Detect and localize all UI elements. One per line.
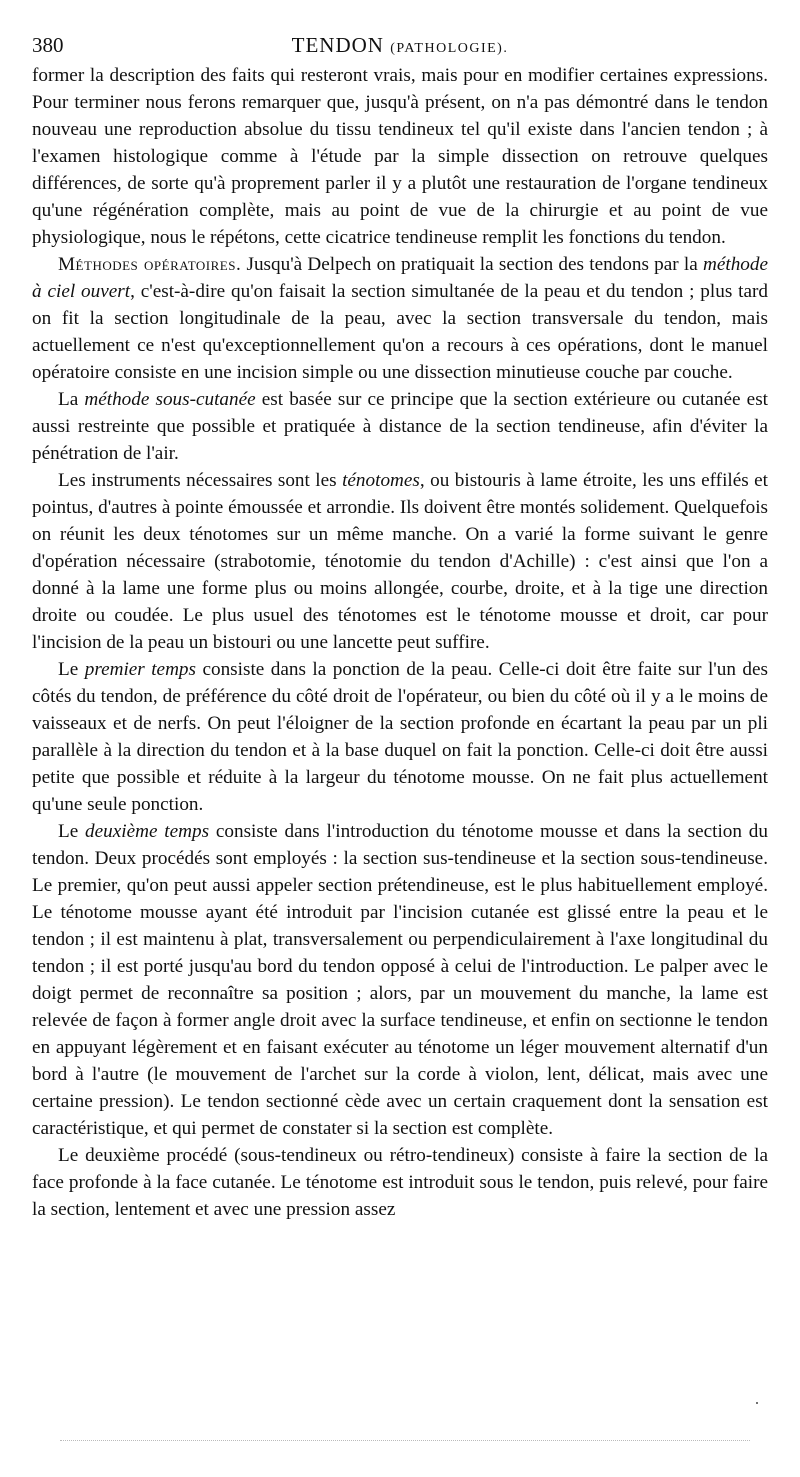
running-head <box>32 32 768 62</box>
paragraph-text: , c'est-à-dire qu'on faisait la section simultanée de la peau et du tendon ; plus tard on fit la section longitudinale de la peau, avec la section transversale du tendon, mais actuellement ce n'est qu'exceptionnellement qu'on a recours à ces opérations, dont le manuel opératoire consiste en une incision simple ou une dissection minutieuse couche par couche. <box>32 281 768 383</box>
paragraph-text: Le <box>58 821 86 842</box>
paragraph-deuxieme-procede: Le deuxième procédé (sous-tendineux ou rétro-tendineux) consiste à faire la section de la face profonde à la face cutanée. Le ténotome est introduit sous le tendon, puis relevé, pour faire la section, lentement et avec une pression assez <box>32 1145 768 1220</box>
emphasis-term: méthode à ciel ouvert <box>32 254 768 302</box>
paragraph-methode-sous-cutanee <box>32 386 768 467</box>
running-head-title: TENDON <box>291 33 384 57</box>
paragraph-text: Jusqu'à Delpech on pratiquait la section des tendons par la <box>241 254 703 275</box>
paragraph-text: , ou bistouris à lame étroite, les uns effilés et pointus, d'autres à pointe émoussée et arrondie. Ils doivent être montés solidement. Quelquefois on réunit les deux ténotomes sur un même manche. On a varié la forme suivant le genre d'opération nécessaire (strabotomie, ténotomie du tendon d'Achille) : c'est ainsi que l'on a donné à la lame une forme plus ou moins allongée, courbe, droite, et à la tige une direction droite ou coudée. Le plus usuel des ténotomes est le ténotome mousse et droit, car pour l'incision de la peau un bistouri ou une lancette peut suffire. <box>32 470 769 653</box>
paragraph-text: Les instruments nécessaires sont les <box>58 470 343 491</box>
emphasis-term: premier temps <box>84 659 196 680</box>
page-number: 380 <box>32 33 64 57</box>
emphasis-term: deuxième temps <box>85 821 210 842</box>
paragraph-text: La <box>58 389 85 410</box>
section-heading-methodes-operatoires: Méthodes opératoires. <box>58 254 242 275</box>
paragraph-text: Le <box>58 659 85 680</box>
paragraph-deuxieme-temps <box>32 818 768 1142</box>
paragraph-continuation: former la description des faits qui resteront vrais, mais pour en modifier certaines expressions. Pour terminer nous ferons remarquer que, jusqu'à présent, on n'a pas démontré dans le tendon nouveau une reproduction absolue du tissu tendineux tel qu'il existe dans l'ancien tendon ; à l'examen histologique comme à l'étude par la simple dissection on retrouve quelques différences, de sorte qu'à proprement parler il y a plutôt une restauration de l'organe tendineux qu'une régénération complète, mais au point de vue de la chirurgie et au point de vue physiologique, nous le répétons, cette cicatrice tendineuse remplit les fonctions du tendon. <box>32 65 768 248</box>
paragraph-methodes-operatoires <box>32 251 768 386</box>
paragraph-premier-temps <box>32 656 768 818</box>
bottom-dotted-rule <box>60 1440 750 1441</box>
paragraph-text: consiste dans la ponction de la peau. Celle-ci doit être faite sur l'un des côtés du tendon, de préférence du côté droit de l'opérateur, ou bien du côté où il y a le moins de vaisseaux et de nerfs. On peut l'éloigner de la section profonde en écartant la peau par un pli parallèle à la direction du tendon et à la base duquel on fait la ponction. Celle-ci doit être aussi petite que possible et réduite à la largeur du ténotome mousse. On ne fait plus actuellement qu'une seule ponction. <box>32 659 768 815</box>
running-head-subtitle: (PATHOLOGIE). <box>390 41 509 56</box>
emphasis-term: ténotomes <box>342 470 420 491</box>
page-header <box>32 32 768 58</box>
paragraph-text: consiste dans l'introduction du ténotome mousse et dans la section du tendon. Deux procédés sont employés : la section sus-tendineuse et la section sous-tendineuse. Le premier, qu'on peut aussi appeler section prétendineuse, est le plus habituellement employé. Le ténotome mousse ayant été introduit par l'incision cutanée est glissé entre la peau et le tendon ; il est maintenu à plat, transversalement ou perpendiculairement à l'axe longitudinal du tendon ; il est porté jusqu'au bord du tendon opposé à celui de l'introduction. Le palper avec le doigt permet de reconnaître sa position ; alors, par un mouvement du manche, la lame est relevée de façon à former angle droit avec la surface tendineuse, et enfin on sectionne le tendon en appuyant légèrement et en faisant exécuter au ténotome un léger mouvement alternatif d'un bord à l'autre (le mouvement de l'archet sur la corde à violon, lent, délicat, mais avec une certaine pression). Le tendon sectionné cède avec un certain craquement dont la sensation est caractéristique, et qui permet de constater si la section est complète. <box>32 821 768 1139</box>
emphasis-term: méthode sous-cutanée <box>84 389 256 410</box>
body-text <box>32 62 768 1223</box>
paragraph-instruments <box>32 467 768 656</box>
paragraph-text: est basée sur ce principe que la section extérieure ou cutanée est aussi restreinte que possible et pratiquée à distance de la section tendineuse, afin d'éviter la pénétration de l'air. <box>32 389 768 464</box>
printer-mark <box>756 1402 758 1404</box>
